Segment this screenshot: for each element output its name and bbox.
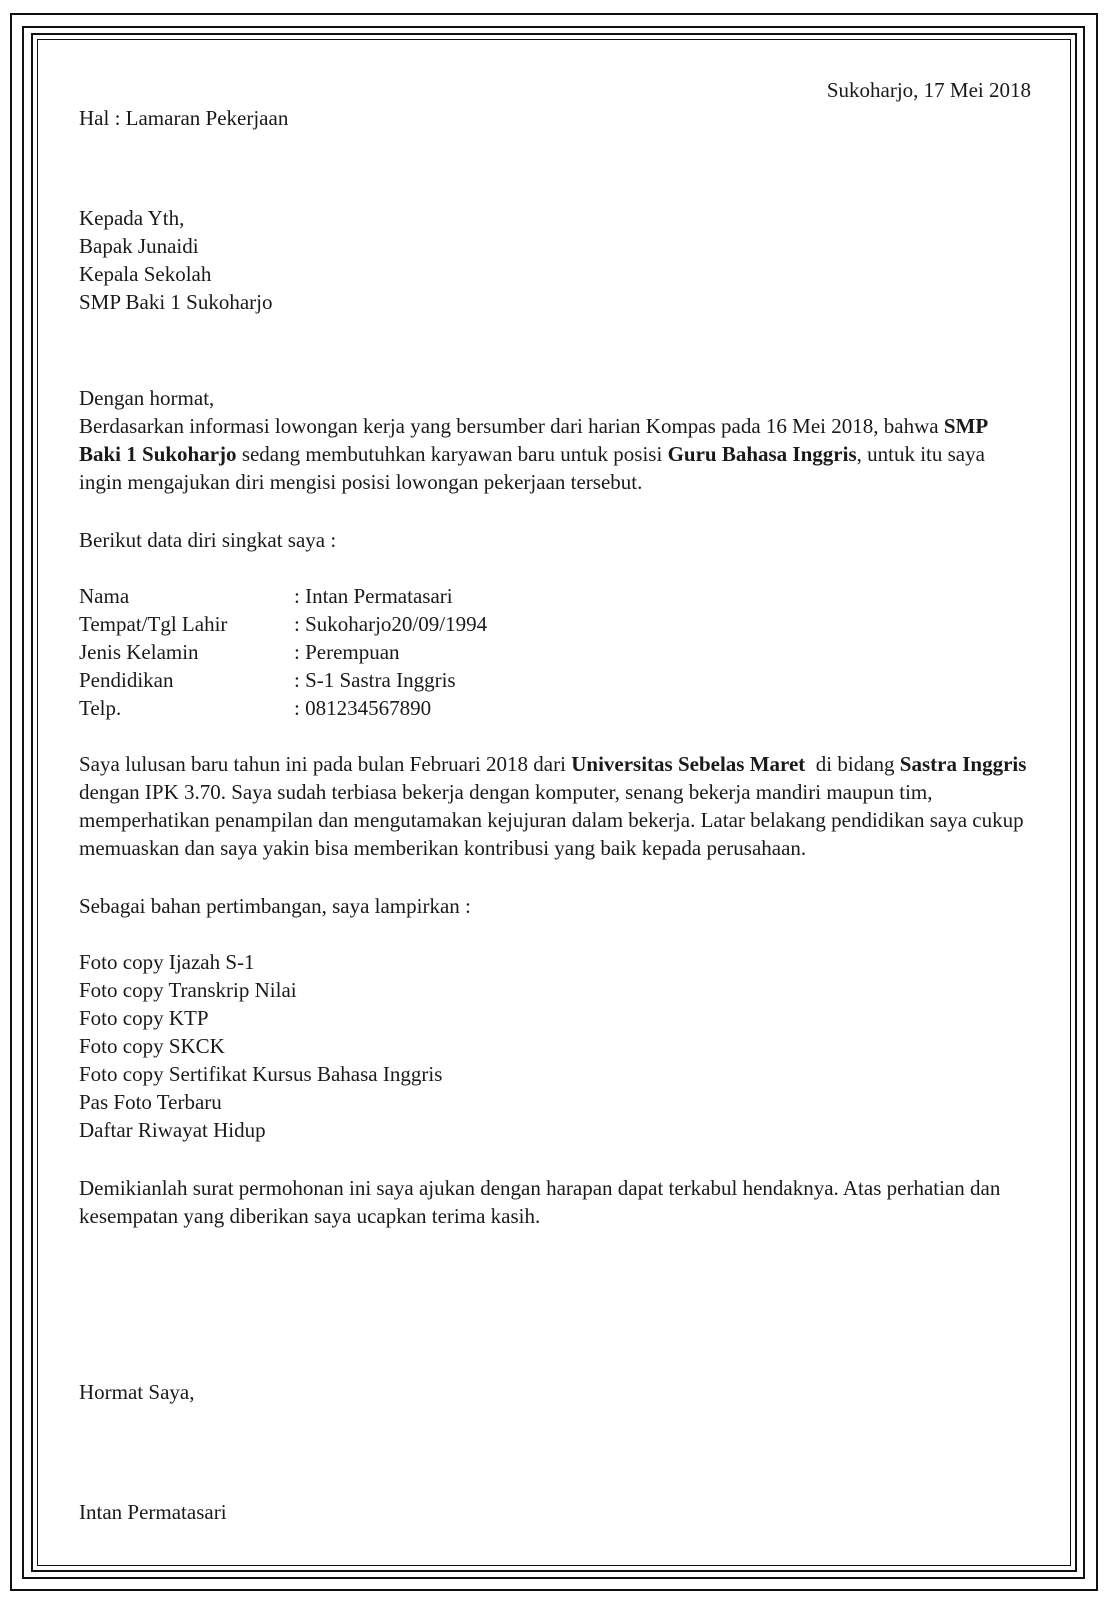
data-intro: Berikut data diri singkat saya : [79,528,337,552]
list-item: Pas Foto Terbaru [79,1090,222,1114]
closing-paragraph: Demikianlah surat permohonan ini saya ajukan dengan harapan dapat terkabul hendaknya. Atas perhatian dan kesempatan yang diberikan saya ucapkan terima kasih. [79,1176,1001,1228]
intro-text-1: Berdasarkan informasi lowongan kerja yang bersumber dari harian Kompas pada 16 Mei 2018, bahwa [79,414,944,438]
data-value: : Intan Permatasari [294,584,453,608]
body-paragraph [79,750,1031,862]
recipient-position: Kepala Sekolah [79,262,212,286]
recipient-institution: SMP Baki 1 Sukoharjo [79,290,273,314]
list-item: Daftar Riwayat Hidup [79,1118,266,1142]
opening-greeting: Dengan hormat, [79,386,215,410]
body-text-1: Saya lulusan baru tahun ini pada bulan Februari 2018 dari [79,752,572,776]
intro-paragraph [79,412,1031,496]
list-item: Foto copy SKCK [79,1034,225,1058]
data-row-ttl [79,610,1031,638]
letter-body [79,76,1031,1526]
data-label: Pendidikan [79,668,174,692]
list-item: Foto copy Transkrip Nilai [79,978,297,1002]
data-row-phone [79,694,1031,722]
attachments-list [79,948,1031,1144]
personal-data-table [79,582,1031,722]
salutation: Hormat Saya, [79,1380,195,1404]
data-label: Jenis Kelamin [79,640,199,664]
intro-school-name: SMP Baki 1 Sukoharjo [79,414,987,466]
body-text-3: dengan IPK 3.70. Saya sudah terbiasa bekerja dengan komputer, senang bekerja mandiri maupun tim, memperhatikan penampilan dan mengutamakan kejujuran dalam bekerja. Latar belakang pendidikan saya cukup memuaskan dan saya yakin bisa memberikan kontribusi yang baik kepada perusahaan. [79,780,1024,860]
recipient-name: Bapak Junaidi [79,234,199,258]
data-value: : S-1 Sastra Inggris [294,668,456,692]
data-label: Nama [79,584,130,608]
body-major: Sastra Inggris [899,752,1027,776]
data-label: Tempat/Tgl Lahir [79,612,228,636]
recipient-block [79,204,1031,316]
place-date: Sukoharjo, 17 Mei 2018 [826,78,1031,102]
data-row-education [79,666,1031,694]
list-item: Foto copy Ijazah S-1 [79,950,255,974]
intro-text-3: , untuk itu saya ingin mengajukan diri mengisi posisi lowongan pekerjaan tersebut. [79,442,985,494]
list-item: Foto copy Sertifikat Kursus Bahasa Inggris [79,1062,443,1086]
body-university: Universitas Sebelas Maret [571,752,806,776]
body-text-2: di bidang [805,752,900,776]
intro-text-2: sedang membutuhkan karyawan baru untuk posisi [236,442,668,466]
data-row-nama [79,582,1031,610]
attachments-intro: Sebagai bahan pertimbangan, saya lampirkan : [79,894,471,918]
data-value: : Sukoharjo20/09/1994 [294,612,488,636]
signature-name: Intan Permatasari [79,1500,227,1524]
data-label: Telp. [79,696,122,720]
data-value: : Perempuan [294,640,400,664]
data-row-gender [79,638,1031,666]
data-value: : 081234567890 [294,696,432,720]
list-item: Foto copy KTP [79,1006,209,1030]
intro-position-name: Guru Bahasa Inggris [667,442,857,466]
recipient-greeting: Kepada Yth, [79,206,185,230]
subject-line: Hal : Lamaran Pekerjaan [79,106,289,130]
